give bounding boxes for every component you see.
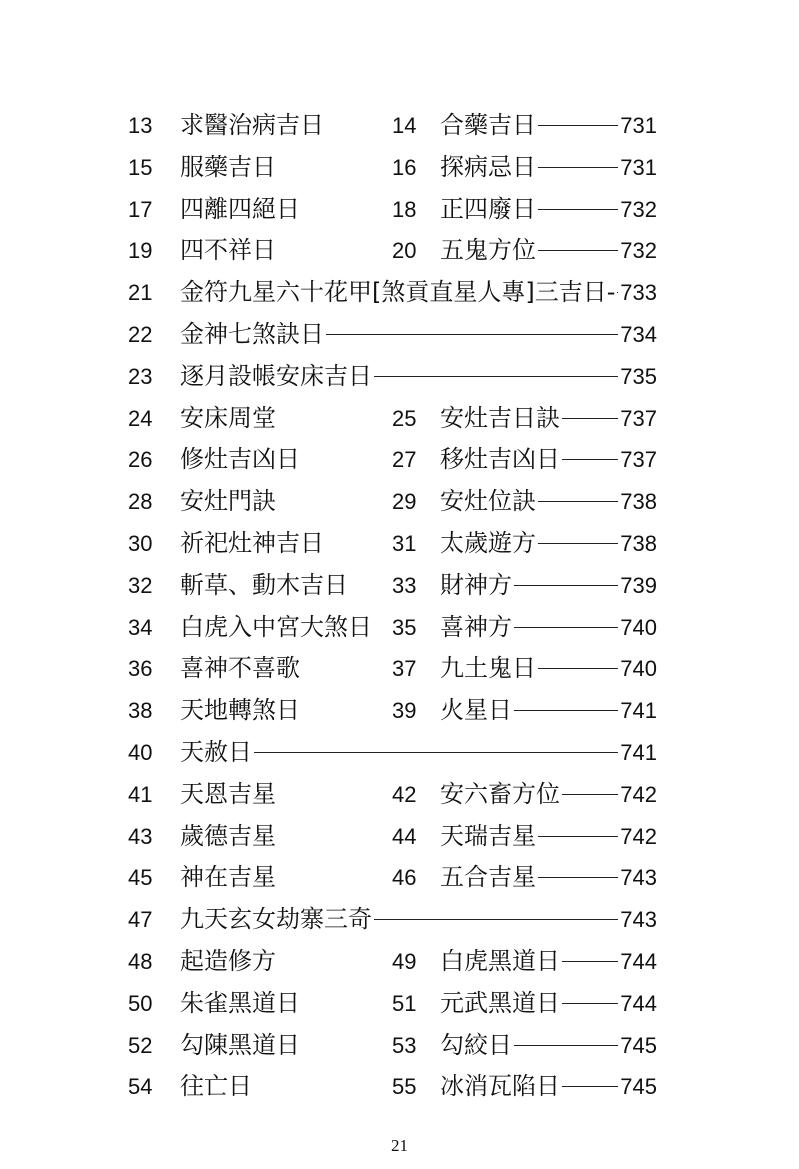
entry-number: 44	[392, 823, 417, 849]
leader-line	[538, 543, 618, 544]
entry-number: 40	[128, 739, 153, 765]
toc-row	[0, 314, 799, 356]
entry-number: 54	[128, 1074, 153, 1100]
entry-title: 起造修方	[180, 946, 276, 975]
toc-row	[0, 899, 799, 941]
leader-line	[514, 1045, 618, 1046]
page-ref: 743	[620, 907, 657, 933]
toc-row	[0, 398, 799, 440]
entry-title: 天赦日	[180, 737, 252, 766]
entry-title: 九土鬼日	[440, 654, 536, 683]
page-ref: 732	[620, 196, 657, 222]
entry-title: 歲德吉星	[180, 821, 276, 850]
leader-line	[562, 1003, 618, 1004]
entry-title: 九天玄女劫寨三奇	[180, 905, 372, 934]
entry-number: 52	[128, 1032, 153, 1058]
toc-row	[0, 481, 799, 523]
page-ref: 735	[620, 363, 657, 389]
page-ref: 744	[620, 990, 657, 1016]
entry-number: 48	[128, 948, 153, 974]
toc-list	[0, 105, 799, 1108]
entry-title: 喜神方	[440, 612, 512, 641]
leader-line	[617, 292, 618, 293]
entry-number: 25	[392, 405, 417, 431]
entry-number: 13	[128, 113, 153, 138]
toc-row	[0, 732, 799, 774]
toc-row	[0, 105, 799, 147]
entry-title: 金神七煞訣日	[180, 319, 324, 348]
page-ref: 740	[620, 656, 657, 682]
entry-title: 斬草、動木吉日	[180, 570, 348, 599]
toc-row	[0, 857, 799, 899]
entry-number: 49	[392, 948, 417, 974]
entry-number: 34	[128, 614, 153, 640]
page-ref: 731	[620, 154, 657, 180]
leader-line	[326, 334, 618, 335]
toc-row	[0, 690, 799, 732]
entry-title: 天恩吉星	[180, 779, 276, 808]
toc-row	[0, 439, 799, 481]
entry-number: 47	[128, 907, 153, 933]
entry-number: 45	[128, 865, 153, 891]
entry-number: 20	[392, 238, 417, 264]
entry-number: 23	[128, 363, 153, 389]
toc-row	[0, 356, 799, 398]
entry-number: 30	[128, 530, 153, 556]
toc-row	[0, 565, 799, 607]
page-ref: 745	[620, 1032, 657, 1058]
leader-line	[514, 585, 618, 586]
leader-line	[562, 794, 618, 795]
page-ref: 739	[620, 572, 657, 598]
entry-number: 38	[128, 698, 153, 724]
entry-title: 天地轉煞日	[180, 696, 300, 725]
entry-title: 合藥吉日	[440, 111, 536, 139]
leader-line	[562, 418, 618, 419]
entry-number: 39	[392, 698, 417, 724]
page-ref: 744	[620, 948, 657, 974]
entry-title: 太歲遊方	[440, 528, 536, 557]
toc-row	[0, 816, 799, 858]
entry-number: 15	[128, 154, 153, 180]
entry-title: 天瑞吉星	[440, 821, 536, 850]
leader-line	[538, 877, 618, 878]
entry-number: 32	[128, 572, 153, 598]
entry-number: 43	[128, 823, 153, 849]
entry-title: 五鬼方位	[440, 236, 536, 265]
entry-number: 37	[392, 656, 417, 682]
entry-title: 白虎黑道日	[440, 946, 560, 975]
leader-line	[514, 627, 618, 628]
page-ref: 738	[620, 489, 657, 515]
entry-number: 17	[128, 196, 153, 222]
entry-title: 逐月設帳安床吉日	[180, 361, 372, 390]
toc-row	[0, 189, 799, 231]
entry-title: 安六畜方位	[440, 779, 560, 808]
entry-title: 四不祥日	[180, 236, 276, 265]
entry-title: 安床周堂	[180, 403, 276, 432]
entry-title: 冰消瓦陷日	[440, 1072, 560, 1101]
toc-row	[0, 1066, 799, 1108]
toc-row	[0, 941, 799, 983]
leader-line	[562, 459, 618, 460]
entry-title: 求醫治病吉日	[180, 111, 324, 139]
entry-title: 元武黑道日	[440, 988, 560, 1017]
entry-number: 46	[392, 865, 417, 891]
entry-number: 18	[392, 196, 417, 222]
page-ref: 738	[620, 530, 657, 556]
page-ref: 742	[620, 781, 657, 807]
page-ref: 741	[620, 739, 657, 765]
entry-title: 金符九星六十花甲[煞貢直星人專]三吉日-	[180, 278, 616, 307]
toc-row	[0, 147, 799, 189]
toc-row	[0, 774, 799, 816]
leader-line	[514, 710, 618, 711]
entry-number: 55	[392, 1074, 417, 1100]
toc-row	[0, 230, 799, 272]
entry-title: 火星日	[440, 696, 512, 725]
entry-title: 修灶吉凶日	[180, 445, 300, 474]
entry-number: 33	[392, 572, 417, 598]
leader-line	[254, 752, 618, 753]
entry-title: 勾絞日	[440, 1030, 512, 1059]
entry-number: 19	[128, 238, 153, 264]
entry-title: 安灶門訣	[180, 487, 276, 516]
toc-row	[0, 272, 799, 314]
leader-line	[562, 1086, 618, 1087]
page-ref: 743	[620, 865, 657, 891]
entry-number: 14	[392, 113, 417, 138]
entry-title: 喜神不喜歌	[180, 654, 300, 683]
leader-line	[538, 209, 618, 210]
entry-number: 53	[392, 1032, 417, 1058]
entry-number: 22	[128, 321, 153, 347]
page-ref: 732	[620, 238, 657, 264]
leader-line	[538, 125, 618, 126]
page-ref: 742	[620, 823, 657, 849]
toc-row	[0, 1025, 799, 1067]
entry-number: 31	[392, 530, 417, 556]
entry-number: 27	[392, 447, 417, 473]
toc-row	[0, 648, 799, 690]
entry-number: 41	[128, 781, 153, 807]
page-ref: 734	[620, 321, 657, 347]
leader-line	[538, 668, 618, 669]
page-ref: 741	[620, 698, 657, 724]
leader-line	[374, 376, 618, 377]
page-ref: 731	[620, 113, 657, 138]
leader-line	[538, 167, 618, 168]
page-ref: 740	[620, 614, 657, 640]
entry-title: 勾陳黑道日	[180, 1030, 300, 1059]
entry-number: 16	[392, 154, 417, 180]
entry-title: 探病忌日	[440, 152, 536, 181]
entry-title: 安灶位訣	[440, 487, 536, 516]
entry-number: 50	[128, 990, 153, 1016]
page-number: 21	[391, 1136, 408, 1155]
entry-number: 21	[128, 280, 153, 306]
leader-line	[538, 501, 618, 502]
entry-number: 28	[128, 489, 153, 515]
page-ref: 737	[620, 405, 657, 431]
toc-row	[0, 607, 799, 649]
entry-number: 51	[392, 990, 417, 1016]
entry-number: 35	[392, 614, 417, 640]
entry-title: 朱雀黑道日	[180, 988, 300, 1017]
leader-line	[538, 250, 618, 251]
leader-line	[562, 961, 618, 962]
entry-title: 神在吉星	[180, 863, 276, 892]
toc-row	[0, 523, 799, 565]
entry-title: 五合吉星	[440, 863, 536, 892]
entry-title: 財神方	[440, 570, 512, 599]
entry-number: 29	[392, 489, 417, 515]
entry-number: 36	[128, 656, 153, 682]
page-ref: 737	[620, 447, 657, 473]
entry-title: 移灶吉凶日	[440, 445, 560, 474]
leader-line	[538, 836, 618, 837]
leader-line	[374, 919, 618, 920]
entry-title: 正四廢日	[440, 194, 536, 223]
page-ref: 745	[620, 1074, 657, 1100]
entry-title: 四離四絕日	[180, 194, 300, 223]
page-ref: 733	[620, 280, 657, 306]
entry-title: 祈祀灶神吉日	[180, 528, 324, 557]
entry-number: 24	[128, 405, 153, 431]
entry-title: 往亡日	[180, 1072, 252, 1101]
entry-title: 服藥吉日	[180, 152, 276, 181]
entry-number: 26	[128, 447, 153, 473]
entry-title: 白虎入中宮大煞日	[180, 612, 372, 641]
entry-title: 安灶吉日訣	[440, 403, 560, 432]
toc-row	[0, 983, 799, 1025]
entry-number: 42	[392, 781, 417, 807]
